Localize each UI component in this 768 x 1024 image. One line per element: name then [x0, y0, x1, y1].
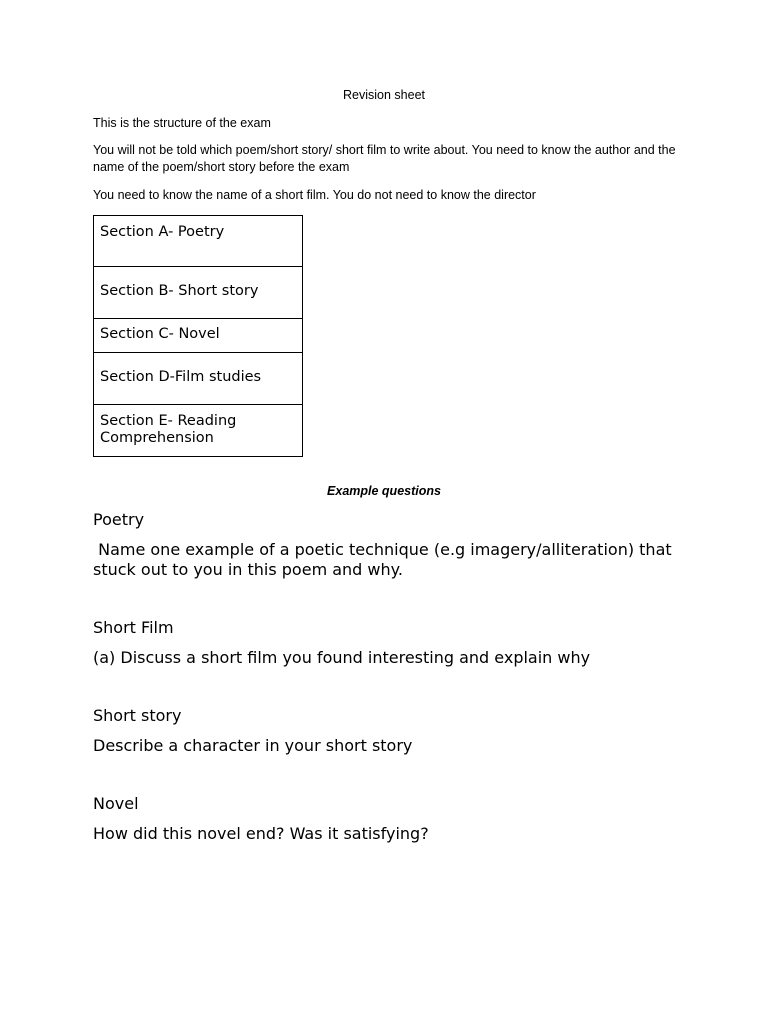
question-text-short-story: Describe a character in your short story [93, 736, 413, 755]
section-cell-b: Section B- Short story [94, 267, 303, 319]
question-heading-poetry: Poetry [93, 510, 145, 529]
note-paragraph-1: You will not be told which poem/short story/ short film to write about. You need to know the author and the name of the poem/short story before the exam [93, 143, 676, 174]
question-text-novel: How did this novel end? Was it satisfying? [93, 824, 429, 843]
question-heading-short-film: Short Film [93, 618, 174, 637]
section-cell-c: Section C- Novel [94, 319, 303, 353]
section-cell-d: Section D-Film studies [94, 353, 303, 405]
document-title: Revision sheet [343, 88, 425, 102]
table-row [94, 267, 303, 319]
question-heading-short-story: Short story [93, 706, 182, 725]
intro-text: This is the structure of the exam [93, 116, 271, 130]
table-row [94, 405, 303, 457]
question-text-short-film: (a) Discuss a short film you found interesting and explain why [93, 648, 591, 667]
table-row [94, 353, 303, 405]
question-heading-novel: Novel [93, 794, 139, 813]
table-row [94, 319, 303, 353]
example-questions-heading: Example questions [327, 484, 441, 498]
section-cell-a: Section A- Poetry [94, 216, 303, 267]
table-row [94, 216, 303, 267]
section-cell-e: Section E- Reading Comprehension [94, 405, 303, 457]
note-paragraph-2: You need to know the name of a short film. You do not need to know the director [93, 188, 536, 202]
question-text-poetry: Name one example of a poetic technique (e.g imagery/alliteration) that stuck out to you in this poem and why. [93, 540, 677, 579]
exam-structure-table [93, 215, 303, 457]
